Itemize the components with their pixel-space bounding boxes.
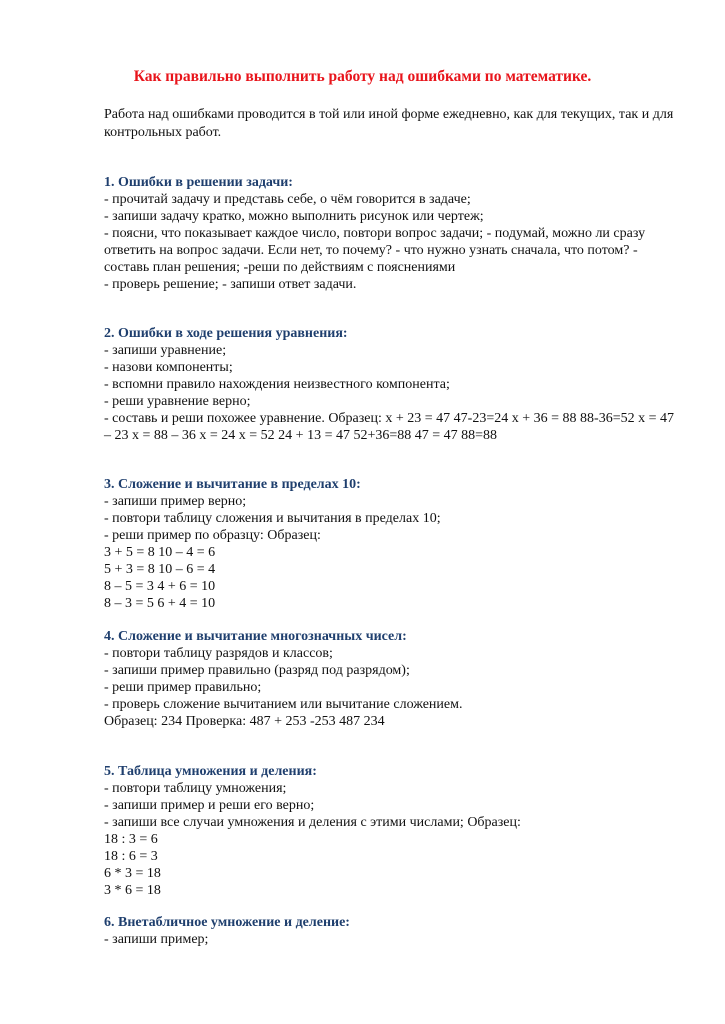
section-line: - назови компоненты; bbox=[104, 360, 233, 375]
intro-paragraph: Работа над ошибками проводится в той или иной форме ежедневно, как для текущих, так и для контрольных работ. bbox=[104, 107, 674, 140]
section-line: - запиши все случаи умножения и деления с этими числами; Образец: bbox=[104, 815, 521, 830]
section-line: - проверь решение; - запиши ответ задачи. bbox=[104, 277, 357, 292]
example-line: 3 * 6 = 18 bbox=[104, 883, 161, 898]
section-line: - составь и реши похожее уравнение. Образец: х + 23 = 47 47-23=24 х + 36 = 88 88-36=52 х = 47 – 23 х = 88 – 36 х = 24 х = 52 24 + 13 = 47 52+36=88 47 = 47 88=88 bbox=[104, 411, 678, 443]
section-heading: 6. Внетабличное умножение и деление: bbox=[104, 915, 350, 930]
section-multidigit-numbers bbox=[104, 628, 684, 730]
section-heading: 3. Сложение и вычитание в пределах 10: bbox=[104, 477, 361, 492]
section-line: - повтори таблицу разрядов и классов; bbox=[104, 646, 333, 661]
section-line: - проверь сложение вычитанием или вычитание сложением. bbox=[104, 697, 463, 712]
section-line: - запиши задачу кратко, можно выполнить рисунок или чертеж; bbox=[104, 209, 484, 224]
section-heading: 4. Сложение и вычитание многозначных чисел: bbox=[104, 629, 407, 644]
section-line: - повтори таблицу сложения и вычитания в пределах 10; bbox=[104, 511, 441, 526]
section-line: - запиши пример и реши его верно; bbox=[104, 798, 315, 813]
section-line: - повтори таблицу умножения; bbox=[104, 781, 287, 796]
example-line: 18 : 3 = 6 bbox=[104, 832, 158, 847]
section-equation-errors bbox=[104, 325, 684, 444]
section-line: - прочитай задачу и представь себе, о чём говорится в задаче; bbox=[104, 192, 471, 207]
section-heading: 1. Ошибки в решении задачи: bbox=[104, 175, 293, 190]
section-line: - вспомни правило нахождения неизвестного компонента; bbox=[104, 377, 450, 392]
example-line: 18 : 6 = 3 bbox=[104, 849, 158, 864]
section-line: - запиши пример верно; bbox=[104, 494, 247, 509]
example-line: 5 + 3 = 8 10 – 6 = 4 bbox=[104, 562, 216, 577]
section-line: - реши уравнение верно; bbox=[104, 394, 251, 409]
section-heading: 2. Ошибки в ходе решения уравнения: bbox=[104, 326, 348, 341]
section-line: - реши пример правильно; bbox=[104, 680, 262, 695]
example-line: 8 – 3 = 5 6 + 4 = 10 bbox=[104, 596, 216, 611]
page-title: Как правильно выполнить работу над ошибками по математике. bbox=[133, 68, 592, 85]
section-multiplication-table bbox=[104, 763, 684, 899]
section-task-errors bbox=[104, 174, 684, 293]
example-line: 8 – 5 = 3 4 + 6 = 10 bbox=[104, 579, 216, 594]
section-line: - поясни, что показывает каждое число, повтори вопрос задачи; - подумай, можно ли сразу ответить на вопрос задачи. Если нет, то почему? - что нужно узнать сначала, что потом? - составь план решения; -реши по действиям с пояснениями bbox=[104, 226, 649, 275]
section-extratable-multiplication bbox=[104, 914, 684, 948]
section-line: - реши пример по образцу: Образец: bbox=[104, 528, 321, 543]
section-addition-within-10 bbox=[104, 476, 684, 612]
example-line: 3 + 5 = 8 10 – 4 = 6 bbox=[104, 545, 216, 560]
section-line: - запиши пример; bbox=[104, 932, 209, 947]
section-heading: 5. Таблица умножения и деления: bbox=[104, 764, 317, 779]
example-line: 6 * 3 = 18 bbox=[104, 866, 161, 881]
example-line: Образец: 234 Проверка: 487 + 253 -253 487 234 bbox=[104, 714, 385, 729]
section-line: - запиши уравнение; bbox=[104, 343, 227, 358]
section-line: - запиши пример правильно (разряд под разрядом); bbox=[104, 663, 410, 678]
